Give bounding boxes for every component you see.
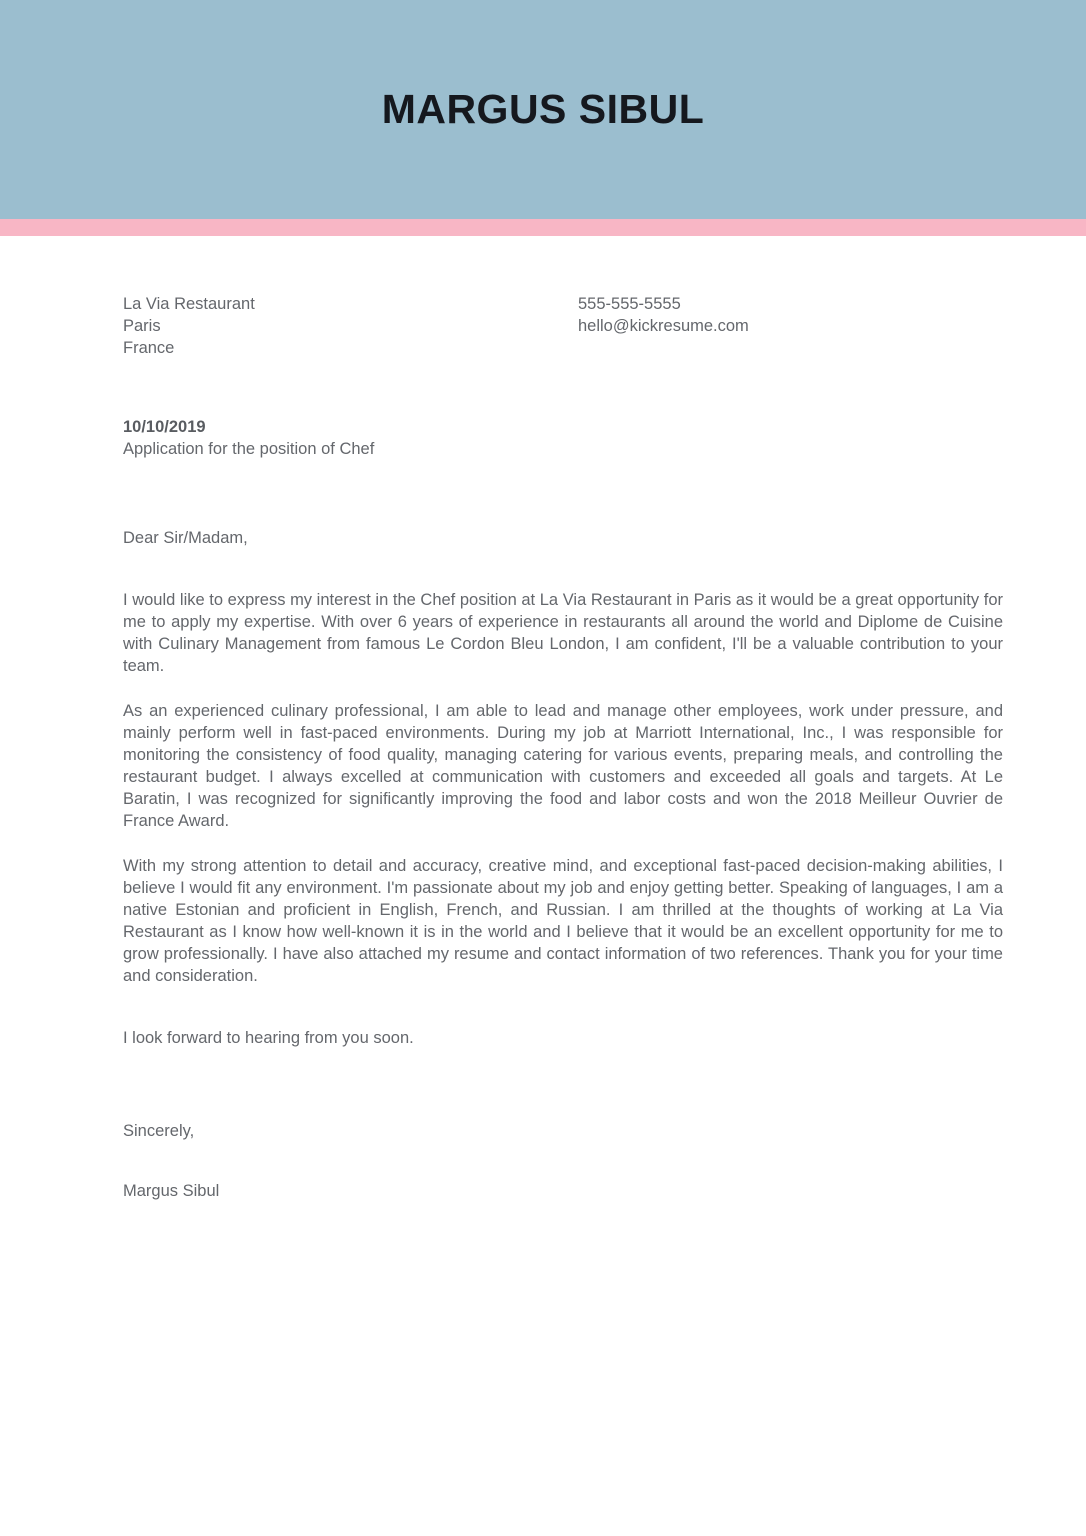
- letter-content: [0, 293, 1086, 1202]
- recipient-company: La Via Restaurant: [123, 295, 255, 313]
- sender-contact-block: [578, 293, 1003, 359]
- letter-subject: Application for the position of Chef: [123, 440, 375, 458]
- address-contact-row: [123, 293, 1003, 359]
- recipient-country: France: [123, 339, 175, 357]
- recipient-city: Paris: [123, 317, 161, 335]
- salutation: Dear Sir/Madam,: [123, 529, 248, 547]
- sender-email: hello@kickresume.com: [578, 317, 749, 335]
- meta-block: [123, 416, 1003, 460]
- body-paragraph-3: With my strong attention to detail and accuracy, creative mind, and exceptional fast-paced decision-making abilities, I believe I would fit any environment. I'm passionate about my job and enjoy getting better. Speaking of languages, I am a native Estonian and proficient in English, French, and Russian. I am thrilled at the thoughts of working at La Via Restaurant as I know how well-known it is in the world and I believe that it would be an excellent opportunity for me to grow professionally. I have also attached my resume and contact information of two references. Thank you for your time and consideration.: [123, 857, 1003, 985]
- accent-stripe: [0, 219, 1086, 236]
- recipient-address-block: [123, 293, 578, 359]
- valediction: Sincerely,: [123, 1122, 195, 1140]
- body-paragraph-2: As an experienced culinary professional, I am able to lead and manage other employees, work under pressure, and mainly perform well in fast-paced environments. During my job at Marriott International, Inc., I was responsible for monitoring the consistency of food quality, managing catering for various events, preparing meals, and controlling the restaurant budget. I always excelled at communication with customers and exceeded all goals and targets. At Le Baratin, I was recognized for significantly improving the food and labor costs and won the 2018 Meilleur Ouvrier de France Award.: [123, 702, 1003, 830]
- header-band: [0, 0, 1086, 219]
- signature-name: Margus Sibul: [123, 1182, 220, 1200]
- letter-date: 10/10/2019: [123, 418, 206, 436]
- sender-phone: 555-555-5555: [578, 295, 681, 313]
- body-paragraph-1: I would like to express my interest in the Chef position at La Via Restaurant in Paris as it would be a great opportunity for me to apply my expertise. With over 6 years of experience in restaurants all around the world and Diplome de Cuisine with Culinary Management from famous Le Cordon Bleu London, I am confident, I'll be a valuable contribution to your team.: [123, 591, 1003, 675]
- page-title: MARGUS SIBUL: [381, 86, 705, 132]
- closing-line: I look forward to hearing from you soon.: [123, 1029, 414, 1047]
